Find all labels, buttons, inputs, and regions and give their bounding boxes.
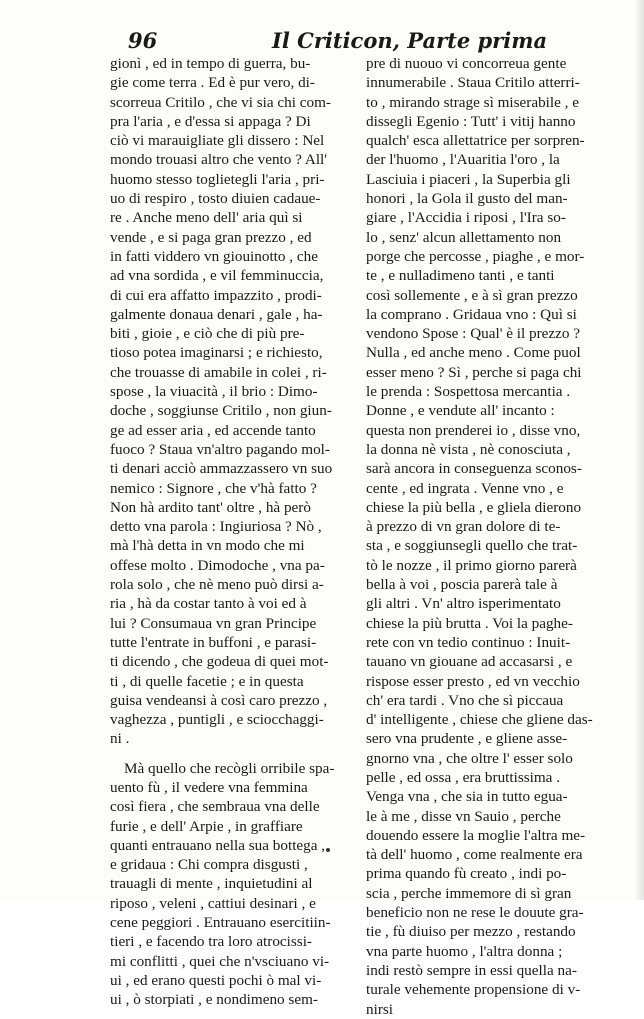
text-line: tioso potea imaginarsi ; e richiesto, [110, 344, 323, 362]
text-line: le à me , disse vn Sauio , perche [366, 807, 561, 825]
text-line: lo , senz' alcun allettamento non [366, 228, 562, 246]
text-line: così sollemente , e à sì gran prezzo [366, 286, 578, 304]
text-line: à prezzo di vn gran dolore di te- [366, 518, 561, 536]
text-line: pra l'aria , e d'essa si appaga ? Di [110, 112, 311, 130]
text-line: furie , e dell' Arpie , in graffiare [110, 817, 303, 835]
text-line: Mà quello che recògli orribile spa- [124, 759, 335, 777]
text-line: questa non prenderei io , disse vno, [366, 421, 581, 439]
text-line: uo di respiro , tosto diuien cadaue- [110, 190, 321, 208]
page-ornament-dot [326, 848, 330, 852]
text-line: gie come terra . Ed è pur vero, di- [110, 74, 315, 92]
page-edge-shadow [634, 0, 644, 900]
text-line: e gridaua : Chi compra disgusti , [110, 856, 308, 874]
text-line: Non hà ardito tant' oltre , hà però [110, 498, 311, 516]
text-line: biti , gioie , e ciò che di più pre- [110, 325, 305, 343]
text-line: nemico : Signore , che v'hà fatto ? [110, 479, 317, 497]
left-column [110, 54, 360, 1010]
text-line: vna parte huomo , l'altra donna ; [366, 942, 563, 960]
text-line: innumerabile . Staua Critilo atterri- [366, 74, 580, 92]
text-line: dissegli Egenio : Tutt' i vitij hanno [366, 112, 576, 130]
text-line: pre di nuouo vi concorreua gente [366, 55, 567, 72]
text-line: nirsi [366, 1000, 394, 1018]
right-paragraph [366, 54, 614, 1019]
text-line: gionì , ed in tempo di guerra, bu- [110, 55, 311, 72]
text-line: così fiera , che sembraua vna delle [110, 798, 320, 816]
text-line: huomo stesso toglietegli l'aria , pri- [110, 170, 325, 188]
text-line: scia , perche immemore di sì gran [366, 884, 572, 902]
text-line: ti dicendo , che godeua di quei mot- [110, 653, 329, 671]
text-line: le prenda : Sospettosa mercantia . [366, 383, 571, 401]
running-title: Il Criticon, Parte prima [272, 28, 548, 53]
text-line: vaghezza , puntigli , e sciocchaggi- [110, 711, 324, 729]
text-line: tutte l'entrate in buffoni , e parasi- [110, 633, 317, 651]
text-line: ria , hà da costar tanto à voi ed à [110, 595, 307, 613]
text-line: chiese la più bella , e gliela dierono [366, 498, 582, 516]
text-line: te , e nulladimeno tanti , e tanti [366, 267, 555, 285]
text-line: bella à voi , poscia parerà tale à [366, 576, 558, 594]
text-line: prima quando fù creato , indi po- [366, 865, 567, 883]
text-line: fuoco ? Staua vn'altro pagando mol- [110, 440, 330, 458]
text-line: la comprano . Gridaua vno : Quì si [366, 305, 577, 323]
text-line: tie , fù diuiso per mezzo , restando [366, 923, 576, 941]
text-line: guisa vendeansi à così caro prezzo , [110, 691, 328, 709]
text-line: beneficio non ne rese le douute gra- [366, 904, 584, 922]
text-line: ad vna sordida , e vil femminuccia, [110, 267, 324, 285]
text-line: giare , l'Accidia i riposi , l'Ira so- [366, 209, 566, 227]
text-line: trauagli di mente , inquietudini al [110, 875, 313, 893]
text-line: offese molto . Dimodoche , vna pa- [110, 556, 325, 574]
text-line: tauano vn giouane ad accasarsi , e [366, 653, 573, 671]
paragraph-gap [110, 749, 360, 759]
text-line: sta , e soggiunsegli quello che trat- [366, 537, 578, 555]
text-line: Venga vna , che sia in tutto egua- [366, 788, 568, 806]
text-line: in fatti viddero vn giouinotto , che [110, 247, 318, 265]
text-line: cente , ed ingrata . Venne vno , e [366, 479, 564, 497]
text-line: mi conflitti , quei che n'vsciuano vi- [110, 952, 330, 970]
text-line: uento fù , il vedere vna femmina [110, 778, 308, 796]
text-line: che trouasse di amabile in colei , ri- [110, 363, 327, 381]
text-line: spose , la viuacità , il brio : Dimo- [110, 383, 318, 401]
text-line: la donna nè vista , nè conosciuta , [366, 440, 571, 458]
text-line: scorreua Critilo , che vi sia chi com- [110, 93, 331, 111]
text-line: Lasciuia i piaceri , la Superbia gli [366, 170, 571, 188]
text-line: vende , e si paga gran prezzo , ed [110, 228, 312, 246]
text-line: pelle , ed ossa , era bruttissima . [366, 768, 561, 786]
text-line: Nulla , ed anche meno . Come puol [366, 344, 581, 362]
text-line: mondo trouasi altro che vento ? All' [110, 151, 327, 169]
text-line: ti denari acciò ammazzassero vn suo [110, 460, 333, 478]
text-line: ti , di quelle facetie ; e in questa [110, 672, 304, 690]
text-line: quanti entrauano nella sua bottega , [110, 836, 326, 854]
text-line: indi restò sempre in essi quella na- [366, 961, 577, 979]
text-line: porge che percosse , piaghe , e mor- [366, 247, 585, 265]
text-line: rispose esser presto , ed vn vecchio [366, 672, 580, 690]
text-line: tò le nozze , il primo giorno parerà [366, 556, 577, 574]
text-line: galmente donaua denari , gale , ha- [110, 305, 323, 323]
text-line: ui , ò storpiati , e nondimeno sem- [110, 991, 318, 1009]
text-line: honori , la Gola il gusto del man- [366, 190, 568, 208]
text-line: detto vna parola : Ingiuriosa ? Nò , [110, 518, 322, 536]
text-line: ni . [110, 730, 130, 748]
text-line: der l'huomo , l'Auaritia l'oro , la [366, 151, 560, 169]
text-line: tieri , e facendo tra loro atrocissi- [110, 933, 312, 951]
text-line: gli altri . Vn' altro isperimentato [366, 595, 561, 613]
text-line: esser meno ? Sì , perche si paga chi [366, 363, 582, 381]
text-line: rete con vn tedio continuo : Inuit- [366, 633, 571, 651]
text-line: doche , soggiunse Critilo , non giun- [110, 402, 332, 420]
text-line: di cui era affatto impazzito , prodi- [110, 286, 322, 304]
text-line: ciò vi marauigliate gli dissero : Nel [110, 132, 325, 150]
text-line: qualch' esca allettatrice per sorpren- [366, 132, 585, 150]
right-column [366, 54, 614, 1019]
text-line: vendono Spose : Qual' è il prezzo ? [366, 325, 581, 343]
text-line: douendo essere la moglie l'altra me- [366, 826, 586, 844]
left-paragraph-one [110, 54, 360, 749]
text-line: cene peggiori . Entrauano esercitiin- [110, 914, 331, 932]
text-line: lui ? Consumaua vn gran Principe [110, 614, 317, 632]
text-line: chiese la più brutta . Voi la paghe- [366, 614, 573, 632]
text-line: rola solo , che nè meno può dirsi a- [110, 576, 324, 594]
text-line: riposo , veleni , cattiui desinari , e [110, 894, 316, 912]
text-line: ge ad esser aria , ed accende tanto [110, 421, 316, 439]
text-line: Donne , e vendute all' incanto : [366, 402, 555, 420]
left-paragraph-two [110, 759, 360, 1010]
text-line: re . Anche meno dell' aria quì si [110, 209, 303, 227]
text-line: tà dell' huomo , come realmente era [366, 846, 583, 864]
page-number: 96 [128, 28, 158, 53]
text-line: sarà ancora in conseguenza sconos- [366, 460, 582, 478]
text-line: to , mirando strage sì miserabile , e [366, 93, 579, 111]
text-line: gnorno vna , che oltre l' esser solo [366, 749, 573, 767]
text-line: ch' era tardi . Vno che sì piccaua [366, 691, 564, 709]
text-line: d' intelligente , chiese che gliene das- [366, 711, 593, 729]
text-line: ui , ed erano questi pochi ò mal vi- [110, 971, 322, 989]
text-line: turale vehemente propensione di v- [366, 981, 581, 999]
text-line: sero vna prudente , e gliene asse- [366, 730, 568, 748]
text-line: mà l'hà detta in vn modo che mi [110, 537, 305, 555]
